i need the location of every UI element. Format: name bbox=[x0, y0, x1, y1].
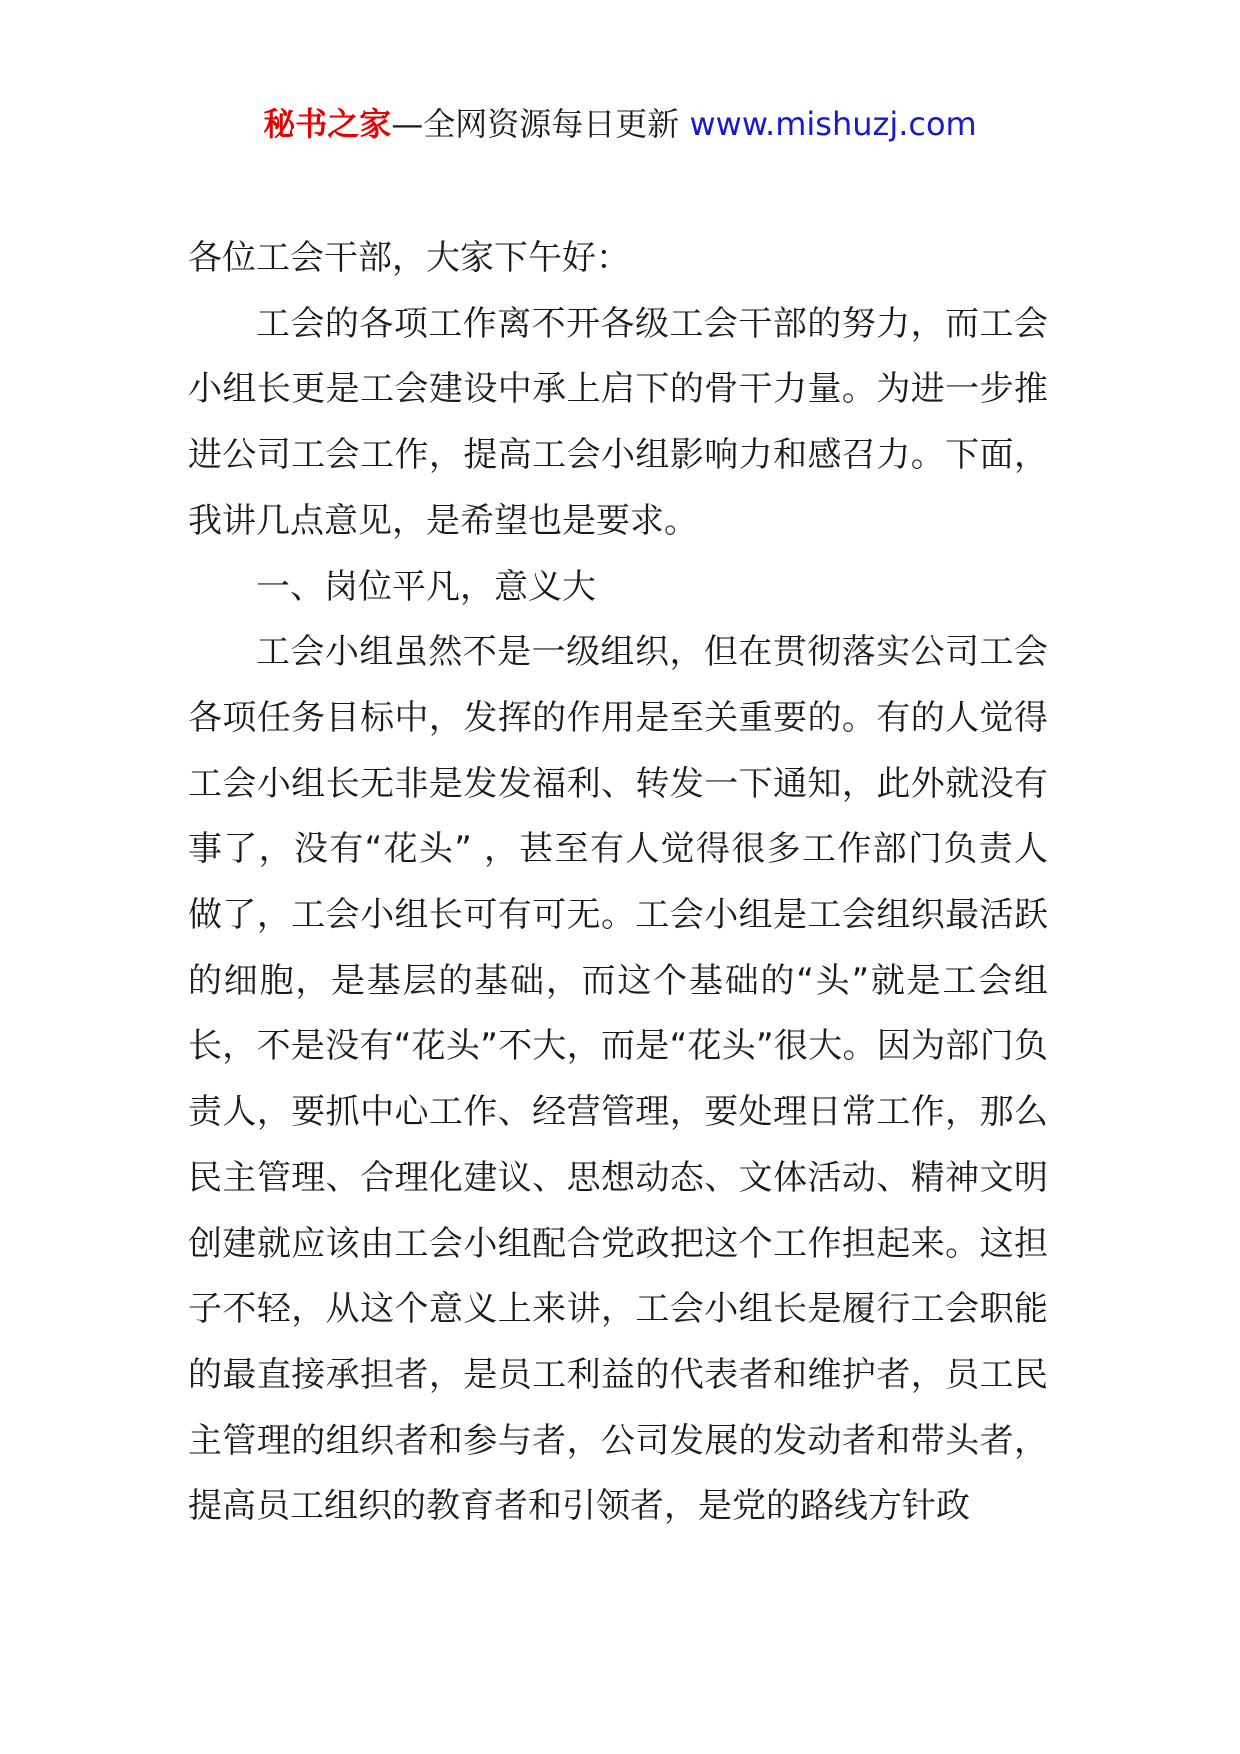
greeting-line: 各位工会干部，大家下午好： bbox=[188, 238, 630, 278]
section-heading: 一、岗位平凡，意义大 bbox=[256, 566, 596, 607]
brand-name: 秘书之家 bbox=[263, 105, 392, 143]
document-body bbox=[188, 226, 1048, 1540]
body-paragraph: 工会小组虽然不是一级组织，但在贯彻落实公司工会各项任务目标中，发挥的作用是至关重要的。有的人觉得工会小组长无非是发发福利、转发一下通知，此外就没有事了，没有“花头” ，甚至有人觉得很多工作部门负责人做了，工会小组长可有可无。工会小组是工会组织最活跃的细胞，是基层的基础，而这个基础的“头”就是工会组长，不是没有“花头”不大，而是“花头”很大。因为部门负责人，要抓中心工作、经营管理，要处理日常工作，那么民主管理、合理化建议、思想动态、文体活动、精神文明创建就应该由工会小组配合党政把这个工作担起来。这担子不轻，从这个意义上来讲，工会小组长是履行工会职能的最直接承担者，是员工利益的代表者和维护者，员工民主管理的组织者和参与者，公司发展的发动者和带头者，提高员工组织的教育者和引领者，是党的路线方针政 bbox=[188, 632, 1048, 1527]
header-slogan: —全网资源每日更新 bbox=[391, 105, 690, 143]
website-link[interactable]: www.mishuzj.com bbox=[689, 105, 977, 143]
intro-paragraph: 工会的各项工作离不开各级工会干部的努力，而工会小组长更是工会建设中承上启下的骨干力量。为进一步推进公司工会工作，提高工会小组影响力和感召力。下面，我讲几点意见，是希望也是要求。 bbox=[188, 303, 1048, 541]
page-header bbox=[0, 100, 1240, 148]
